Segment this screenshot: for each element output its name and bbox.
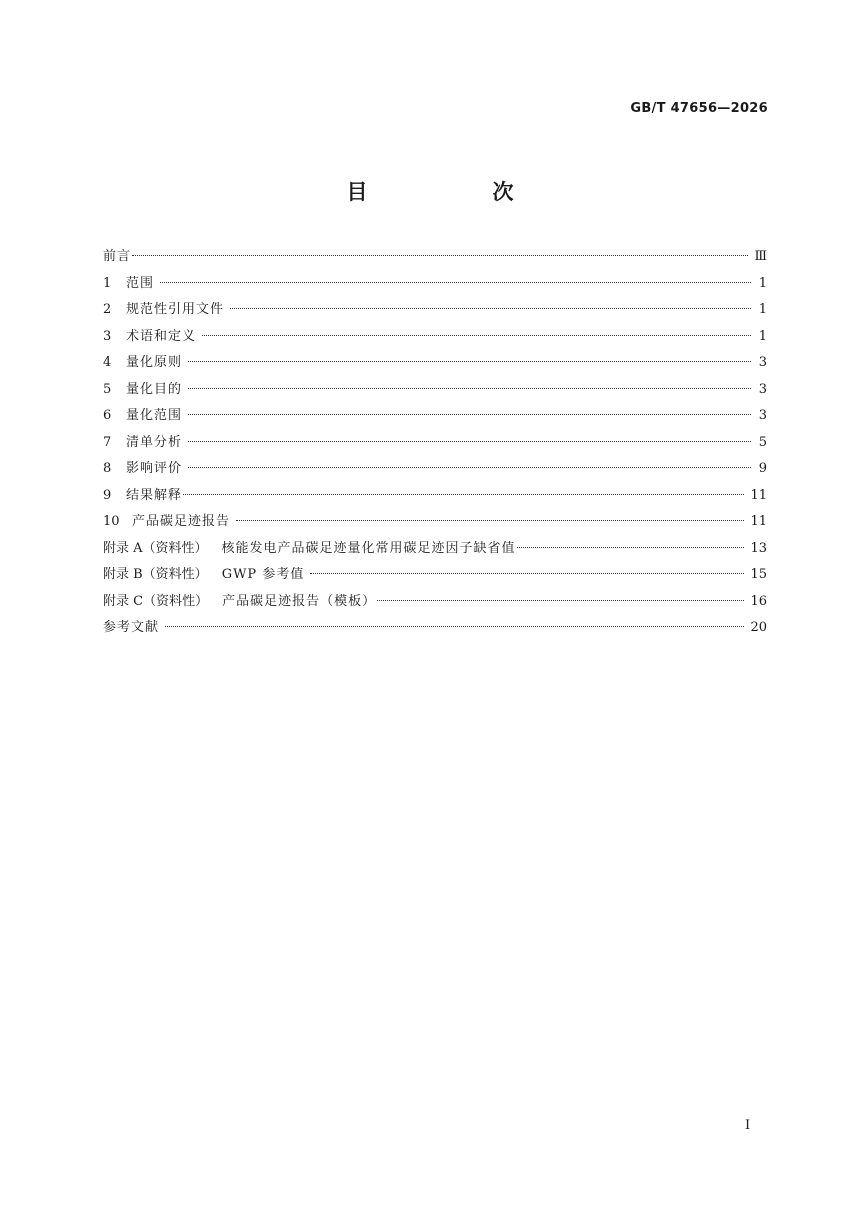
toc-leader-dots: [188, 441, 751, 442]
toc-entry-page: Ⅲ: [754, 249, 767, 264]
toc-leader-dots: [310, 573, 744, 574]
toc-heading: 目 次: [346, 180, 566, 204]
toc-entry-number: 7: [103, 434, 112, 450]
toc-entry-page: 20: [750, 620, 767, 635]
toc-entry-7[interactable]: [103, 433, 767, 460]
toc-entry-8[interactable]: [103, 459, 767, 486]
toc-entry-title: 影响评价: [126, 461, 183, 476]
toc-entry-bibliography[interactable]: [103, 618, 767, 645]
toc-entry-page: 1: [758, 328, 767, 344]
toc-entry-title: 产品碳足迹报告（模板）: [222, 593, 377, 609]
toc-entry-title: 结果解释: [126, 487, 183, 503]
toc-leader-dots: [160, 282, 751, 283]
toc-entry-title: 规范性引用文件: [126, 302, 225, 317]
toc-entry-1[interactable]: [103, 274, 767, 301]
toc-entry-page: 9: [758, 461, 767, 476]
toc-entry-number: 2: [103, 302, 112, 317]
toc-entry-title: 核能发电产品碳足迹量化常用碳足迹因子缺省值: [221, 540, 516, 556]
toc-entry-number: 3: [103, 328, 112, 344]
toc-entry-6[interactable]: [103, 406, 767, 433]
toc-entry-2[interactable]: [103, 300, 767, 327]
toc-leader-dots: [517, 547, 745, 548]
toc-leader-dots: [230, 308, 751, 309]
toc-entry-10[interactable]: [103, 512, 767, 539]
toc-entry-title: 产品碳足迹报告: [132, 514, 231, 529]
toc-entry-5[interactable]: [103, 380, 767, 407]
toc-leader-dots: [188, 414, 751, 415]
toc-entry-title: 参考文献: [103, 620, 160, 635]
toc-entry-foreword[interactable]: [103, 247, 767, 274]
toc-leader-dots: [202, 335, 751, 336]
toc-entry-title: 量化目的: [126, 381, 183, 397]
toc-entry-title: 术语和定义: [126, 328, 197, 344]
toc-entry-annex-c[interactable]: [103, 592, 767, 619]
toc-entry-page: 15: [750, 567, 767, 582]
toc-leader-dots: [165, 626, 744, 627]
standard-number: GB/T 47656—2026: [630, 101, 768, 116]
toc-entry-page: 1: [758, 275, 767, 291]
toc-entry-page: 3: [758, 355, 767, 370]
toc-entry-3[interactable]: [103, 327, 767, 354]
toc-entry-number: 附录 B（资料性）: [103, 567, 208, 582]
toc-entry-number: 10: [103, 514, 120, 529]
toc-entry-number: 1: [103, 275, 112, 291]
toc-entry-title: 量化原则: [126, 355, 183, 370]
toc-entry-page: 11: [750, 487, 767, 503]
toc-entry-9[interactable]: [103, 486, 767, 513]
toc-entry-number: 5: [103, 381, 112, 397]
toc-entry-number: 附录 A（资料性）: [103, 540, 208, 556]
toc-leader-dots: [188, 388, 751, 389]
toc-leader-dots: [183, 494, 744, 495]
toc-entry-page: 16: [750, 593, 767, 609]
toc-entry-page: 1: [758, 302, 767, 317]
page-number: I: [745, 1118, 751, 1133]
toc-entry-page: 3: [758, 408, 767, 423]
toc-entry-number: 6: [103, 408, 112, 423]
toc-leader-dots: [377, 600, 744, 601]
toc-leader-dots: [188, 361, 751, 362]
toc-entry-4[interactable]: [103, 353, 767, 380]
toc-entry-title: 前言: [103, 249, 132, 264]
toc-entry-title: GWP 参考值: [221, 567, 305, 582]
toc-entry-number: 附录 C（资料性）: [103, 593, 209, 609]
toc-leader-dots: [236, 520, 744, 521]
toc-entry-number: 8: [103, 461, 112, 476]
toc-entry-page: 5: [758, 434, 767, 450]
toc-entry-title: 范围: [126, 275, 155, 291]
toc-entry-annex-b[interactable]: [103, 565, 767, 592]
toc-entry-number: 9: [103, 487, 112, 503]
toc-leader-dots: [188, 467, 751, 468]
toc-entry-number: 4: [103, 355, 112, 370]
toc-entry-annex-a[interactable]: [103, 539, 767, 566]
table-of-contents: [103, 247, 767, 645]
toc-leader-dots: [132, 255, 748, 256]
toc-entry-page: 3: [758, 381, 767, 397]
toc-entry-title: 清单分析: [126, 434, 183, 450]
toc-entry-page: 13: [750, 540, 767, 556]
toc-entry-title: 量化范围: [126, 408, 183, 423]
toc-entry-page: 11: [750, 514, 767, 529]
